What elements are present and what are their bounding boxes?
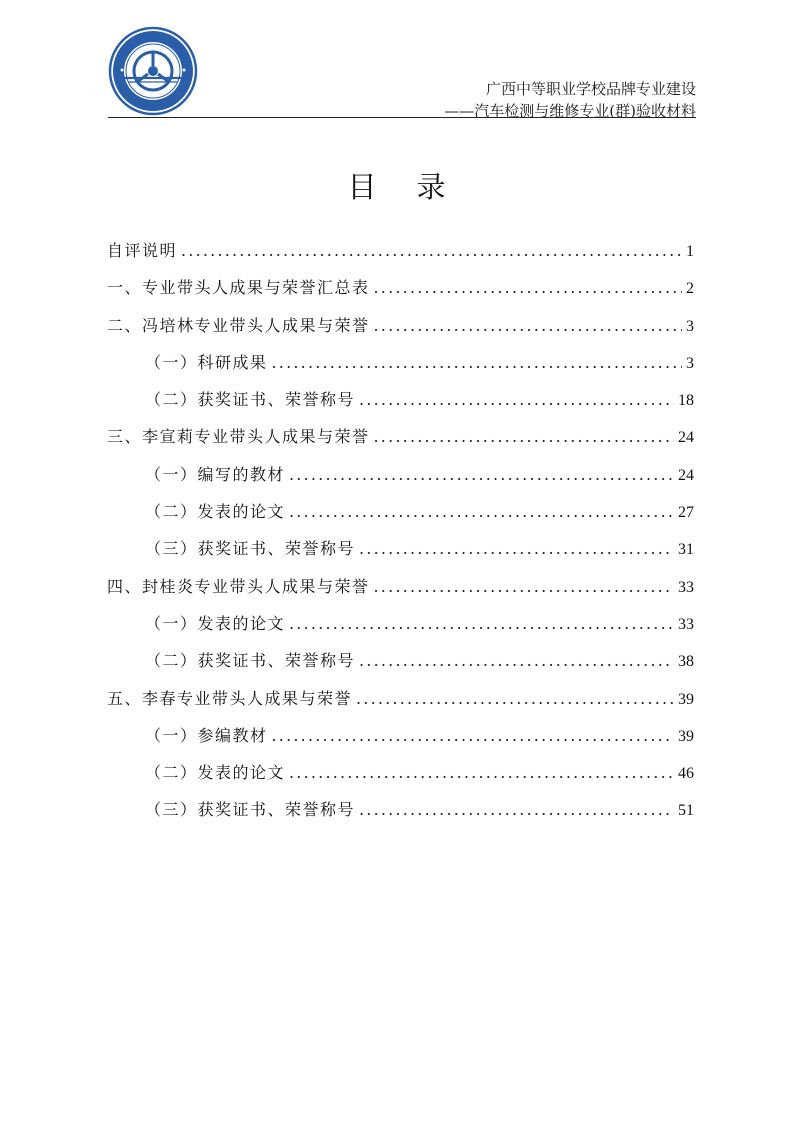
table-of-contents xyxy=(107,236,694,833)
toc-entry-page: 1 xyxy=(686,243,694,260)
toc-entry-label: （三）获奖证书、荣誉称号 xyxy=(145,800,356,820)
toc-entry-page: 24 xyxy=(678,429,694,447)
header-divider xyxy=(108,117,696,118)
toc-entry[interactable] xyxy=(107,795,694,832)
toc-entry[interactable] xyxy=(107,460,694,497)
toc-leader-dots xyxy=(374,572,674,602)
toc-entry-label: （一）发表的论文 xyxy=(145,613,286,633)
toc-entry-page: 27 xyxy=(678,504,694,522)
toc-entry[interactable] xyxy=(107,684,694,721)
toc-entry-page: 39 xyxy=(678,690,694,708)
header-caption xyxy=(444,78,696,122)
toc-entry[interactable] xyxy=(107,572,694,609)
toc-leader-dots xyxy=(374,273,682,303)
page-title: 目录 xyxy=(347,170,486,204)
toc-leader-dots xyxy=(272,721,674,751)
toc-entry-label: 一、专业带头人成果与荣誉汇总表 xyxy=(107,278,370,298)
header-line-2: ——汽车检测与维修专业(群)验收材料 xyxy=(444,102,696,120)
toc-leader-dots xyxy=(181,236,682,266)
toc-entry[interactable] xyxy=(107,422,694,459)
toc-entry-page: 38 xyxy=(678,653,694,671)
toc-entry-page: 33 xyxy=(678,615,694,633)
toc-entry-label: 自评说明 xyxy=(107,241,178,260)
school-logo-icon xyxy=(108,26,198,116)
toc-leader-dots xyxy=(374,311,682,341)
toc-leader-dots xyxy=(289,460,674,490)
toc-entry-page: 18 xyxy=(678,392,694,410)
toc-entry-page: 24 xyxy=(678,466,694,484)
toc-entry-label: （三）获奖证书、荣誉称号 xyxy=(145,539,356,559)
toc-entry-page: 31 xyxy=(678,541,694,559)
toc-entry[interactable] xyxy=(107,385,694,422)
toc-entry-page: 3 xyxy=(686,317,694,335)
toc-entry-page: 33 xyxy=(678,578,694,596)
toc-entry[interactable] xyxy=(107,721,694,758)
toc-leader-dots xyxy=(289,497,674,527)
toc-entry[interactable] xyxy=(107,497,694,534)
toc-entry-label: 五、李春专业带头人成果与荣誉 xyxy=(107,688,353,708)
header-line-1: 广西中等职业学校品牌专业建设 xyxy=(485,80,696,98)
toc-leader-dots xyxy=(356,684,674,714)
toc-leader-dots xyxy=(359,646,674,676)
toc-entry-page: 51 xyxy=(678,802,694,820)
toc-entry[interactable] xyxy=(107,236,694,273)
toc-leader-dots xyxy=(272,348,682,378)
toc-leader-dots xyxy=(289,758,674,788)
toc-entry[interactable] xyxy=(107,758,694,795)
toc-entry-label: 四、封桂炎专业带头人成果与荣誉 xyxy=(107,576,370,596)
toc-entry-label: 三、李宣莉专业带头人成果与荣誉 xyxy=(107,427,370,447)
toc-entry[interactable] xyxy=(107,348,694,385)
toc-entry-label: （一）参编教材 xyxy=(145,725,268,745)
toc-entry[interactable] xyxy=(107,609,694,646)
toc-entry[interactable] xyxy=(107,646,694,683)
toc-entry-page: 39 xyxy=(678,727,694,745)
toc-leader-dots xyxy=(359,534,674,564)
toc-entry-label: （一）科研成果 xyxy=(145,352,268,372)
toc-entry-label: （二）发表的论文 xyxy=(145,502,286,522)
toc-leader-dots xyxy=(359,795,674,825)
toc-entry-label: （二）获奖证书、荣誉称号 xyxy=(145,651,356,671)
toc-entry-label: （二）获奖证书、荣誉称号 xyxy=(145,390,356,410)
toc-entry[interactable] xyxy=(107,534,694,571)
toc-leader-dots xyxy=(289,609,674,639)
toc-entry-label: 二、冯培林专业带头人成果与荣誉 xyxy=(107,315,370,335)
toc-entry-page: 2 xyxy=(686,280,694,298)
toc-entry-label: （二）发表的论文 xyxy=(145,763,286,783)
toc-leader-dots xyxy=(374,422,674,452)
page-header xyxy=(108,26,696,118)
toc-entry[interactable] xyxy=(107,311,694,348)
toc-entry-page: 3 xyxy=(686,354,694,372)
toc-entry-page: 46 xyxy=(678,765,694,783)
toc-entry-label: （一）编写的教材 xyxy=(145,464,286,484)
toc-leader-dots xyxy=(359,385,674,415)
toc-entry[interactable] xyxy=(107,273,694,310)
